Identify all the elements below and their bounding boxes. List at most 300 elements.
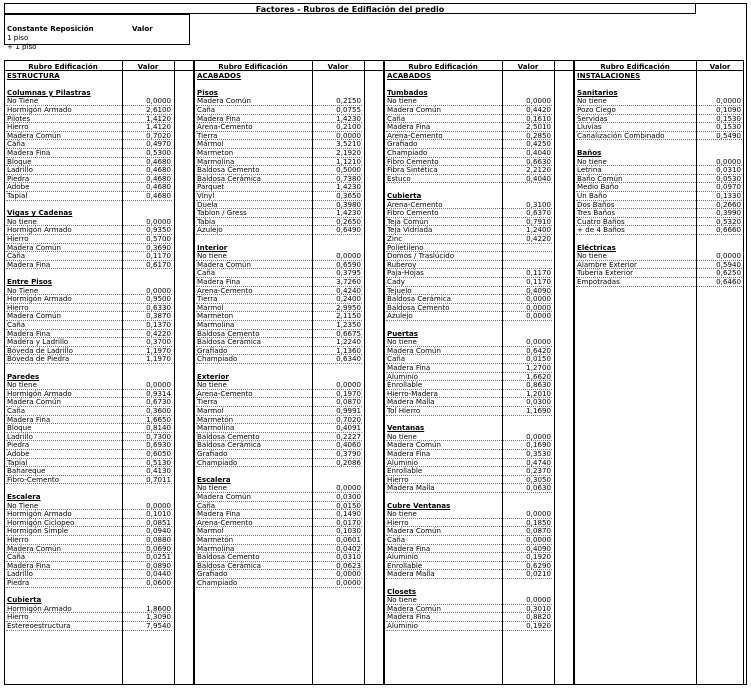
item-label: Tapial [7, 191, 28, 200]
item-label: Tapial [7, 457, 28, 467]
item-value: 0,3980 [336, 199, 361, 209]
section-title: Tumbados [387, 87, 428, 97]
item-value: 1,2350 [336, 320, 361, 329]
item-value: 0,2227 [336, 431, 361, 441]
item-label: Medio Baño [577, 182, 619, 192]
item-value: 2,1150 [336, 311, 361, 321]
column-header-label: Rubro Edificación [408, 62, 478, 71]
item-value: 1,6650 [146, 414, 171, 424]
item-label: Dos Baños [577, 199, 615, 209]
item-label: Baldosa Cerámica [197, 337, 262, 347]
item-value: 0,6590 [336, 259, 361, 269]
column-category: INSTALACIONES [577, 70, 641, 80]
item-label: Marmolina [197, 423, 235, 433]
item-label: Grafiado [197, 345, 228, 355]
item-label: Madera Fina [387, 543, 431, 553]
item-value: 0,3870 [146, 311, 171, 321]
item-label: Aluminio [387, 371, 419, 381]
item-label: Domos / Traslúcido [387, 251, 455, 261]
item-label: Baldosa Cerámica [387, 294, 452, 304]
item-label: Cuatro Baños [577, 216, 625, 226]
item-value: 0,4090 [526, 285, 551, 295]
item-value: 0,3650 [336, 191, 361, 200]
item-label: Tol Hierro [387, 406, 421, 415]
item-value: 0,3530 [526, 449, 551, 458]
item-label: Baldosa Cemento [197, 328, 260, 338]
item-label: Madera Fina [7, 328, 51, 338]
item-value: 0,4680 [146, 191, 171, 200]
item-label: Champiado [197, 578, 238, 587]
item-value: 0,4040 [526, 148, 551, 157]
item-label: Tabla [197, 216, 216, 226]
item-label: Marmolina [197, 320, 235, 329]
item-label: Bloque [7, 156, 32, 166]
item-value: 0,5320 [716, 216, 741, 226]
item-value: 0,0630 [526, 483, 551, 493]
item-label: Hierro [7, 535, 29, 544]
item-value: 0,6730 [146, 397, 171, 407]
item-value: 0,3795 [336, 268, 361, 278]
item-value: 2,9950 [336, 302, 361, 312]
item-value: 0,2850 [526, 130, 551, 140]
item-value: 0,1330 [716, 191, 741, 200]
item-value: 0,7020 [336, 414, 361, 424]
section-title: Cubierta [7, 595, 42, 605]
item-label: Marmol [197, 526, 224, 536]
item-label: Hormigón Armado [7, 105, 72, 114]
item-label: Madera Fina [387, 449, 431, 458]
item-label: Fibra Sintética [387, 165, 438, 175]
item-value: 0,6630 [526, 156, 551, 166]
item-label: Caña [387, 113, 406, 123]
item-label: Arena-Cemento [197, 285, 253, 295]
item-value: 1,1690 [526, 406, 551, 415]
item-label: Adobe [7, 182, 30, 192]
column-header-value: Valor [137, 62, 159, 71]
item-label: Tubería Exterior [577, 268, 634, 278]
item-label: Madera Común [197, 259, 252, 269]
item-label: Madera Común [387, 440, 442, 450]
item-value: 0,1490 [336, 509, 361, 519]
item-label: Madera Común [387, 105, 442, 114]
item-label: Alambre Exterior [577, 259, 637, 269]
item-value: 0,8140 [146, 423, 171, 433]
item-value: 1,4230 [336, 113, 361, 123]
header-rule [4, 70, 194, 71]
item-value: 0,0755 [336, 105, 361, 114]
item-value: 1,3090 [146, 612, 171, 622]
item-value: 1,2010 [526, 388, 551, 398]
item-value: 0,0150 [336, 500, 361, 510]
item-value: 0,6490 [336, 225, 361, 235]
item-value: 0,3100 [526, 199, 551, 209]
item-label: Baldosa Cemento [197, 165, 260, 175]
item-label: Caña [7, 406, 26, 415]
item-value: 0,1610 [526, 113, 551, 123]
item-value: 0,0000 [526, 302, 551, 312]
item-value: 0,4220 [146, 328, 171, 338]
section-title: Baños [577, 148, 602, 157]
item-value: 0,0170 [336, 517, 361, 527]
item-value: 0,3690 [146, 242, 171, 252]
item-label: Marmol [197, 406, 224, 415]
item-label: Champiado [197, 354, 238, 364]
item-value: 1,4230 [336, 182, 361, 192]
item-label: Madera Común [197, 96, 252, 106]
item-value: 0,1010 [146, 509, 171, 519]
item-value: 1,4120 [146, 122, 171, 132]
item-label: No tiene [7, 216, 37, 226]
item-label: Baldosa Cemento [197, 552, 260, 562]
item-label: Caña [387, 354, 406, 364]
item-value: 0,5700 [146, 234, 171, 243]
item-label: Madera Fina [387, 363, 431, 372]
item-value: 0,0000 [146, 216, 171, 226]
item-label: Duela [197, 199, 218, 209]
item-value: 0,0000 [336, 130, 361, 140]
item-label: Madera Fina [7, 414, 51, 424]
item-label: Adobe [7, 449, 30, 458]
column-divider [554, 60, 555, 685]
item-value: 0,0870 [526, 526, 551, 536]
item-label: Caña [7, 552, 26, 562]
item-value: 0,1850 [526, 517, 551, 527]
item-label: Hierro [387, 474, 409, 484]
item-value: 0,0000 [526, 509, 551, 519]
sheet-title: Factores - Rubros de Edifiación del predio [4, 3, 696, 14]
item-label: No tiene [387, 509, 417, 519]
item-value: 0,5300 [146, 148, 171, 157]
item-value: 0,4130 [146, 466, 171, 476]
item-value: 0,7020 [146, 130, 171, 140]
item-label: Madera Malla [387, 569, 435, 579]
item-value: 0,4680 [146, 182, 171, 192]
item-value: 1,2240 [336, 337, 361, 347]
item-value: 0,4420 [526, 105, 551, 114]
item-value: 0,0210 [526, 569, 551, 579]
item-value: 0,0890 [146, 560, 171, 570]
item-value: 0,6250 [716, 268, 741, 278]
column-block [4, 60, 194, 685]
item-label: Baldosa Cerámica [197, 560, 262, 570]
item-label: Fibro-Cemento [7, 474, 60, 484]
item-value: 0,0000 [336, 578, 361, 587]
item-value: 0,0000 [146, 380, 171, 390]
item-value: 0,1030 [336, 526, 361, 536]
item-value: 0,0000 [146, 500, 171, 510]
item-label: Estereoestructura [7, 621, 71, 630]
item-value: 0,9991 [336, 406, 361, 415]
item-value: 0,7910 [526, 216, 551, 226]
item-label: Madera Común [387, 526, 442, 536]
item-label: No Tiene [7, 96, 39, 106]
column-header-label: Rubro Edificación [218, 62, 288, 71]
item-label: Ladrillo [7, 165, 33, 175]
item-value: 0,5940 [716, 259, 741, 269]
item-value: 0,0000 [526, 96, 551, 106]
column-category: ACABADOS [197, 70, 242, 80]
item-label: Bloque [7, 423, 32, 433]
column-header-value: Valor [517, 62, 539, 71]
item-label: Tierra [197, 397, 218, 407]
item-value: 0,0402 [336, 543, 361, 553]
item-value: 0,0000 [336, 251, 361, 261]
item-value: 1,1970 [146, 354, 171, 364]
column-header-label: Rubro Edificación [600, 62, 670, 71]
item-label: Madera Fina [197, 113, 241, 123]
item-value: 0,6660 [716, 225, 741, 235]
item-label: Grafiado [387, 139, 418, 149]
item-value: 0,6340 [336, 354, 361, 364]
item-label: Baldosa Cerámica [197, 173, 262, 183]
item-value: 0,3700 [146, 337, 171, 347]
item-label: Arena-Cemento [197, 122, 253, 132]
constante-header-label: Constante Reposición [7, 24, 94, 33]
item-label: Azulejo [197, 225, 223, 235]
column-block [384, 60, 574, 685]
item-label: Hormigón Simple [7, 526, 69, 536]
item-label: Caña [197, 500, 216, 510]
item-label: Madera Común [7, 242, 62, 252]
item-label: Hormigón Armado [7, 603, 72, 613]
item-label: Caña [197, 268, 216, 278]
item-value: 0,0000 [526, 311, 551, 321]
item-label: Grafiado [197, 569, 228, 579]
item-value: 0,0300 [336, 492, 361, 501]
item-value: 0,4680 [146, 173, 171, 183]
item-value: 0,0623 [336, 560, 361, 570]
item-label: Marmolina [197, 543, 235, 553]
item-label: Tres Baños [577, 208, 616, 218]
item-value: 0,1170 [526, 277, 551, 286]
section-title: Entre Pisos [7, 277, 53, 286]
item-label: Marmetón [197, 414, 234, 424]
item-label: Enrollable [387, 466, 423, 476]
item-label: Madera Común [7, 543, 62, 553]
item-label: Madera Común [7, 130, 62, 140]
item-label: Baldosa Cemento [197, 431, 260, 441]
column-divider [502, 60, 503, 685]
section-title: Puertas [387, 328, 418, 338]
item-value: 0,0600 [146, 578, 171, 587]
item-label: Caña [7, 320, 26, 329]
item-label: Champiado [387, 148, 428, 157]
item-value: 0,0940 [146, 526, 171, 536]
item-label: Marmol [197, 302, 224, 312]
item-label: Hormigón Ciclopeo [7, 517, 75, 527]
section-title: Interior [197, 242, 228, 252]
item-value: 0,6050 [146, 449, 171, 458]
item-value: 7,9540 [146, 621, 171, 630]
item-label: Baldosa Cemento [387, 302, 450, 312]
column-category: ACABADOS [387, 70, 432, 80]
item-label: Fibro Cemento [387, 208, 439, 218]
item-label: Madera Fina [197, 277, 241, 286]
item-label: Vinyl [197, 191, 215, 200]
column-category: ESTRUCTURA [7, 70, 60, 80]
item-label: Letrina [577, 165, 602, 175]
item-value: 0,6170 [146, 259, 171, 269]
item-value: 0,0880 [146, 535, 171, 544]
item-label: Madera Común [387, 345, 442, 355]
item-label: No tiene [197, 483, 227, 493]
item-label: Madera Común [387, 603, 442, 613]
item-value: 0,4060 [336, 440, 361, 450]
section-title: Escalera [7, 492, 41, 501]
item-label: Hormigón Armado [7, 225, 72, 235]
item-label: Hierro [387, 517, 409, 527]
item-value: 0,2150 [336, 96, 361, 106]
item-label: Bóveda de Ladrillo [7, 345, 73, 355]
item-value: 0,0000 [526, 535, 551, 544]
item-label: No tiene [387, 96, 417, 106]
item-label: Hierro [7, 234, 29, 243]
section-title: Closets [387, 586, 417, 596]
section-title: Vigas y Cadenas [7, 208, 73, 218]
constante-row: 1 piso [7, 33, 29, 42]
item-value: 0,8630 [526, 380, 551, 390]
item-label: Hierro [7, 302, 29, 312]
item-label: Ladrillo [7, 431, 33, 441]
column-header-value: Valor [327, 62, 349, 71]
item-value: 0,1090 [716, 105, 741, 114]
item-value: 1,1360 [336, 345, 361, 355]
item-label: Polietileno [387, 242, 424, 252]
item-label: Hierro-Madera [387, 388, 438, 398]
column-divider [696, 60, 697, 685]
item-value: 0,0000 [526, 431, 551, 441]
item-value: 0,1170 [146, 251, 171, 261]
item-value: 0,1920 [526, 621, 551, 630]
section-title: Cubierta [387, 191, 422, 200]
item-value: 2,5010 [526, 122, 551, 132]
item-value: 1,1210 [336, 156, 361, 166]
item-label: Piedra [7, 440, 30, 450]
item-value: 0,3790 [336, 449, 361, 458]
item-label: Marmolina [197, 156, 235, 166]
section-title: Eléctricas [577, 242, 616, 252]
item-value: 0,2100 [336, 122, 361, 132]
item-value: 0,1170 [526, 268, 551, 278]
item-label: Aluminio [387, 457, 419, 467]
item-value: 1,2400 [526, 225, 551, 235]
item-value: 0,0251 [146, 552, 171, 562]
section-title: Paredes [7, 371, 40, 381]
item-value: 3,7260 [336, 277, 361, 286]
item-label: Tierra [197, 130, 218, 140]
item-label: Madera Fina [7, 259, 51, 269]
item-label: Bóveda de Piedra [7, 354, 70, 364]
item-value: 0,2400 [336, 294, 361, 304]
item-label: Aluminio [387, 552, 419, 562]
item-value: 0,2650 [336, 216, 361, 226]
column-block [574, 60, 744, 685]
item-label: Caña [387, 535, 406, 544]
item-value: 0,6675 [336, 328, 361, 338]
item-label: Madera Común [7, 397, 62, 407]
item-value: 0,4680 [146, 165, 171, 175]
item-label: Madera Fina [7, 560, 51, 570]
item-value: 0,6460 [716, 277, 741, 286]
item-label: Azulejo [387, 311, 413, 321]
item-label: No Tiene [7, 500, 39, 510]
item-label: No tiene [387, 337, 417, 347]
item-label: No tiene [197, 251, 227, 261]
item-label: No tiene [577, 156, 607, 166]
column-divider [364, 60, 365, 685]
item-label: Enrollable [387, 560, 423, 570]
item-value: 0,6420 [526, 345, 551, 355]
item-label: No Tiene [7, 285, 39, 295]
section-title: Escalera [197, 474, 231, 484]
item-value: 2,1920 [336, 148, 361, 157]
item-label: Pozo Ciego [577, 105, 616, 114]
item-label: Enrollable [387, 380, 423, 390]
item-value: 1,6620 [526, 371, 551, 381]
item-label: Madera Malla [387, 483, 435, 493]
item-label: Servidas [577, 113, 608, 123]
item-label: Cady [387, 277, 406, 286]
item-label: Paja-Hojas [387, 268, 424, 278]
item-value: 0,6330 [146, 302, 171, 312]
constante-row: + 1 piso [7, 42, 37, 51]
item-value: 0,0000 [716, 156, 741, 166]
item-label: Arena-Cemento [197, 388, 253, 398]
item-value: 0,0310 [336, 552, 361, 562]
item-value: 1,1970 [146, 345, 171, 355]
item-value: 0,0000 [526, 337, 551, 347]
item-label: Bahareque [7, 466, 46, 476]
item-label: Caña [7, 251, 26, 261]
item-label: Madera Fina [387, 122, 431, 132]
item-value: 0,3990 [716, 208, 741, 218]
column-divider [122, 60, 123, 685]
item-value: 0,0000 [336, 380, 361, 390]
item-label: Madera Malla [387, 397, 435, 407]
item-value: 0,4680 [146, 156, 171, 166]
item-value: 0,1690 [526, 440, 551, 450]
item-label: Piedra [7, 173, 30, 183]
item-label: Madera Fina [7, 148, 51, 157]
item-value: 0,0601 [336, 535, 361, 544]
section-title: Exterior [197, 371, 229, 381]
item-value: 0,2660 [716, 199, 741, 209]
item-value: 1,2700 [526, 363, 551, 372]
column-block [194, 60, 384, 685]
item-value: 0,7300 [146, 431, 171, 441]
item-label: Fibro Cemento [387, 156, 439, 166]
item-label: Madera Común [7, 311, 62, 321]
item-label: Piedra [7, 578, 30, 587]
item-value: 2,2120 [526, 165, 551, 175]
item-label: Caña [7, 139, 26, 149]
item-value: 0,6290 [526, 560, 551, 570]
item-value: 0,0000 [146, 96, 171, 106]
item-value: 0,4740 [526, 457, 551, 467]
item-label: + de 4 Baños [577, 225, 625, 235]
item-value: 0,4250 [526, 139, 551, 149]
item-value: 0,3600 [146, 406, 171, 415]
item-value: 0,1970 [336, 388, 361, 398]
column-divider [312, 60, 313, 685]
item-value: 0,2370 [526, 466, 551, 476]
column-header-value: Valor [709, 62, 731, 71]
item-label: No tiene [387, 431, 417, 441]
item-value: 0,8820 [526, 612, 551, 622]
header-rule [194, 70, 384, 71]
item-label: Arena-Cemento [197, 517, 253, 527]
item-value: 0,2086 [336, 457, 361, 467]
